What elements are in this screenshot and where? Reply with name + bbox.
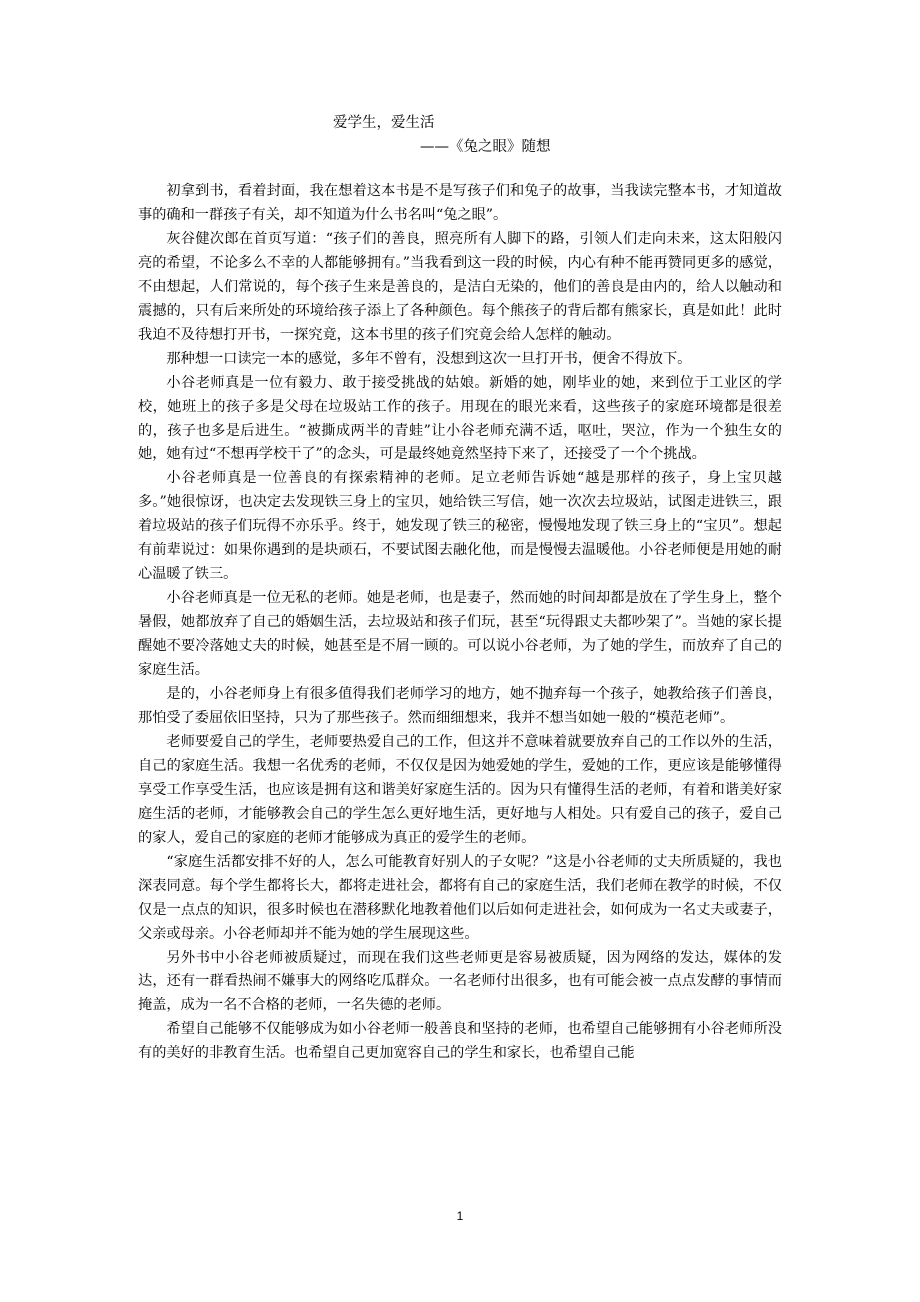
paragraph: “家庭生活都安排不好的人，怎么可能教育好别人的子女呢？”这是小谷老师的丈夫所质疑的，我也深表同意。每个学生都将长大，都将走进社会，都将有自己的家庭生活，我们老师在教学的时候，不仅仅是一点点的知识，很多时候也在潜移默化地教着他们以后如何走进社会，如何成为一名丈夫或妻子，父亲或母亲。小谷老师却并不能为她的学生展现这些。: [138, 853, 782, 942]
document-body: [138, 180, 782, 1066]
paragraph: 小谷老师真是一位善良的有探索精神的老师。足立老师告诉她“越是那样的孩子，身上宝贝越多。”她很惊讶，也决定去发现铁三身上的宝贝，她给铁三写信，她一次次去垃圾站，试图走进铁三，跟着垃圾站的孩子们玩得不亦乐乎。终于，她发现了铁三的秘密，慢慢地发现了铁三身上的“宝贝”。想起有前辈说过：如果你遇到的是块顽石，不要试图去融化他，而是慢慢去温暖他。小谷老师便是用她的耐心温暖了铁三。: [138, 470, 782, 583]
paragraph: 灰谷健次郎在首页写道：“孩子们的善良，照亮所有人脚下的路，引领人们走向未来，这太阳般闪亮的希望，不论多么不幸的人都能够拥有。”当我看到这一段的时候，内心有种不能再赞同更多的感觉，不由想起，人们常说的，每个孩子生来是善良的，是洁白无染的，他们的善良是由内的，给人以触动和震撼的，只有后来所处的环境给孩子添上了各种颜色。每个熊孩子的背后都有熊家长，真是如此！此时我迫不及待想打开书，一探究竟，这本书里的孩子们究竟会给人怎样的触动。: [138, 230, 782, 343]
paragraph: 希望自己能够不仅能够成为如小谷老师一般善良和坚持的老师，也希望自己能够拥有小谷老师所没有的美好的非教育生活。也希望自己更加宽容自己的学生和家长，也希望自己能: [138, 1021, 782, 1062]
page-number: 1: [456, 1209, 464, 1223]
paragraph: 小谷老师真是一位有毅力、敢于接受挑战的姑娘。新婚的她，刚毕业的她，来到位于工业区的学校，她班上的孩子多是父母在垃圾站工作的孩子。用现在的眼光来看，这些孩子的家庭环境都是很差的，孩子也多是后进生。“被撕成两半的青蛙”让小谷老师充满不适，呕吐，哭泣，作为一个独生女的她，她有过“不想再学校干了”的念头，可是最终她竟然坚持下来了，还接受了一个个挑战。: [138, 374, 782, 463]
paragraph: 初拿到书，看着封面，我在想着这本书是不是写孩子们和兔子的故事，当我读完整本书，才知道故事的确和一群孩子有关，却不知道为什么书名叫“兔之眼”。: [138, 183, 782, 223]
document-subtitle: ——《兔之眼》随想: [420, 139, 551, 155]
paragraph: 小谷老师真是一位无私的老师。她是老师，也是妻子，然而她的时间却都是放在了学生身上，整个暑假，她都放弃了自己的婚姻生活，去垃圾站和孩子们玩，甚至“玩得跟丈夫都吵架了”。当她的家长提醒她不要冷落她丈夫的时候，她甚至是不屑一顾的。可以说小谷老师，为了她的学生，而放弃了自己的家庭生活。: [138, 590, 782, 679]
paragraph: 老师要爱自己的学生，老师要热爱自己的工作，但这并不意味着就要放弃自己的工作以外的生活，自己的家庭生活。我想一名优秀的老师，不仅仅是因为她爱她的学生，爱她的工作，更应该是能够懂得享受工作享受生活，也应该是拥有这和谐美好家庭生活的。因为只有懂得生活的老师，有着和谐美好家庭生活的老师，才能够教会自己的学生怎么更好地生活，更好地与人相处。只有爱自己的孩子，爱自己的家人，爱自己的家庭的老师才能够成为真正的爱学生的老师。: [138, 733, 782, 846]
document-title: 爱学生，爱生活: [333, 115, 435, 131]
paragraph: 那种想一口读完一本的感觉，多年不曾有，没想到这次一旦打开书，便舍不得放下。: [166, 350, 692, 367]
paragraph: 是的，小谷老师身上有很多值得我们老师学习的地方，她不抛弃每一个孩子，她教给孩子们善良，那怕受了委屈依旧坚持，只为了那些孩子。然而细细想来，我并不想当如她一般的“模范老师”。: [138, 686, 782, 726]
paragraph: 另外书中小谷老师被质疑过，而现在我们这些老师更是容易被质疑，因为网络的发达，媒体的发达，还有一群看热闹不嫌事大的网络吃瓜群众。一名老师付出很多，也有可能会被一点点发酵的事情而掩盖，成为一名不合格的老师，一名失德的老师。: [138, 949, 782, 1014]
